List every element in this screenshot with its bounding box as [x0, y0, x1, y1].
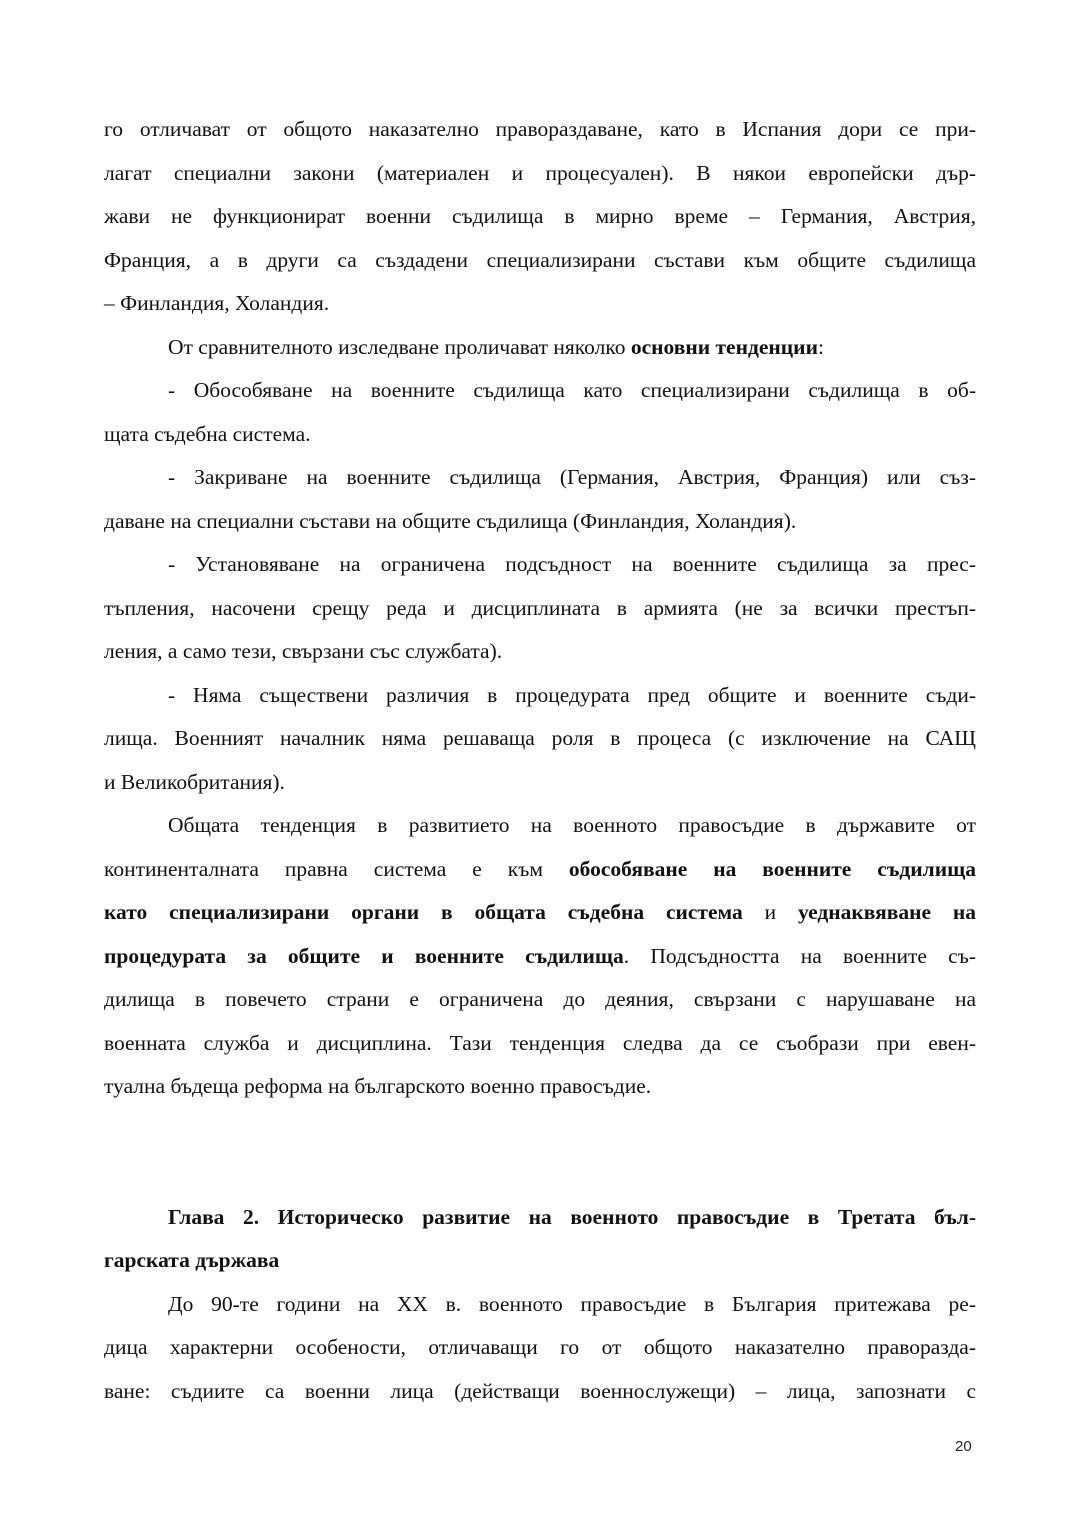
bold-text: основни тенденции: [630, 334, 818, 359]
spacer: [104, 1109, 976, 1196]
bold-text: процедурата за общите и военните съдилища: [104, 943, 624, 968]
text-line: [104, 891, 976, 935]
paragraph: [104, 1283, 976, 1414]
paragraph: [104, 326, 976, 370]
text-line: ване: съдиите са военни лица (действащи военнослужещи) – лица, запознати с: [104, 1378, 976, 1403]
text-line: дилища в повечето страни е ограничена до деяния, свързани с нарушаване на: [104, 987, 976, 1011]
heading-line: Глава 2. Историческо развитие на военното правосъдие в Третата бъл-: [168, 1204, 976, 1229]
text-run: :: [817, 334, 824, 359]
text-line: щата съдебна система.: [104, 421, 311, 446]
paragraph: [104, 804, 976, 1109]
text-line: Общата тенденция в развитието на военното правосъдие в държавите от: [168, 813, 976, 837]
bold-text: обособяване на военните съдилища: [568, 856, 976, 881]
text-line: До 90-те години на XX в. военното правосъдие в България притежава ре-: [168, 1291, 976, 1316]
text-line: даване на специални състави на общите съдилища (Финландия, Холандия).: [104, 508, 797, 533]
list-item: [104, 456, 976, 543]
list-item: [104, 543, 976, 674]
text-line: дица характерни особености, отличаващи го от общото наказателно праворазда-: [104, 1335, 976, 1359]
text-run: и: [742, 900, 798, 924]
text-run: . Подсъдността на военните съ-: [623, 943, 976, 968]
text-line: лища. Военният началник няма решаваща роля в процеса (с изключение на САЩ: [104, 726, 976, 750]
text-line: и Великобритания).: [104, 769, 285, 794]
text-line: го отличават от общото наказателно правораздаване, като в Испания дори се при-: [104, 117, 976, 141]
text-line: - Установяване на ограничена подсъдност на военните съдилища за прес-: [168, 552, 976, 576]
bold-text: уеднаквяване на: [798, 900, 976, 924]
document-body: [104, 108, 976, 1413]
text-run: континенталната правна система е към: [104, 856, 569, 881]
text-line: - Няма съществени различия в процедурата пред общите и военните съди-: [168, 682, 976, 707]
text-line: лагат специални закони (материален и процесуален). В някои европейски дър-: [104, 160, 976, 185]
text-line: [104, 935, 976, 979]
text-line: - Закриване на военните съдилища (Германия, Австрия, Франция) или съз-: [168, 465, 976, 489]
text-line: тъпления, насочени срещу реда и дисциплината в армията (не за всички престъп-: [104, 595, 976, 620]
text-line: – Финландия, Холандия.: [104, 291, 330, 315]
chapter-heading: [104, 1196, 976, 1283]
paragraph: [104, 108, 976, 326]
list-item: [104, 674, 976, 805]
text-line: военната служба и дисциплина. Тази тенденция следва да се съобрази при евен-: [104, 1030, 976, 1055]
bold-text: като специализирани органи в общата съдебна система: [104, 900, 743, 924]
list-item: [104, 369, 976, 456]
text-line: ления, а само тези, свързани със службата).: [104, 639, 503, 663]
text-line: туална бъдеща реформа на българското военно правосъдие.: [104, 1074, 652, 1098]
text-line: Франция, а в други са създадени специализирани състави към общите съдилища: [104, 247, 976, 272]
text-run: От сравнителното изследване проличават няколко: [168, 334, 631, 359]
heading-line: гарската държава: [104, 1248, 280, 1272]
text-line: [104, 326, 976, 370]
text-line: [104, 848, 976, 892]
text-line: - Обособяване на военните съдилища като специализирани съдилища в об-: [168, 378, 976, 402]
page-number: 20: [955, 1438, 972, 1455]
text-line: жави не функционират военни съдилища в мирно време – Германия, Австрия,: [104, 204, 976, 228]
